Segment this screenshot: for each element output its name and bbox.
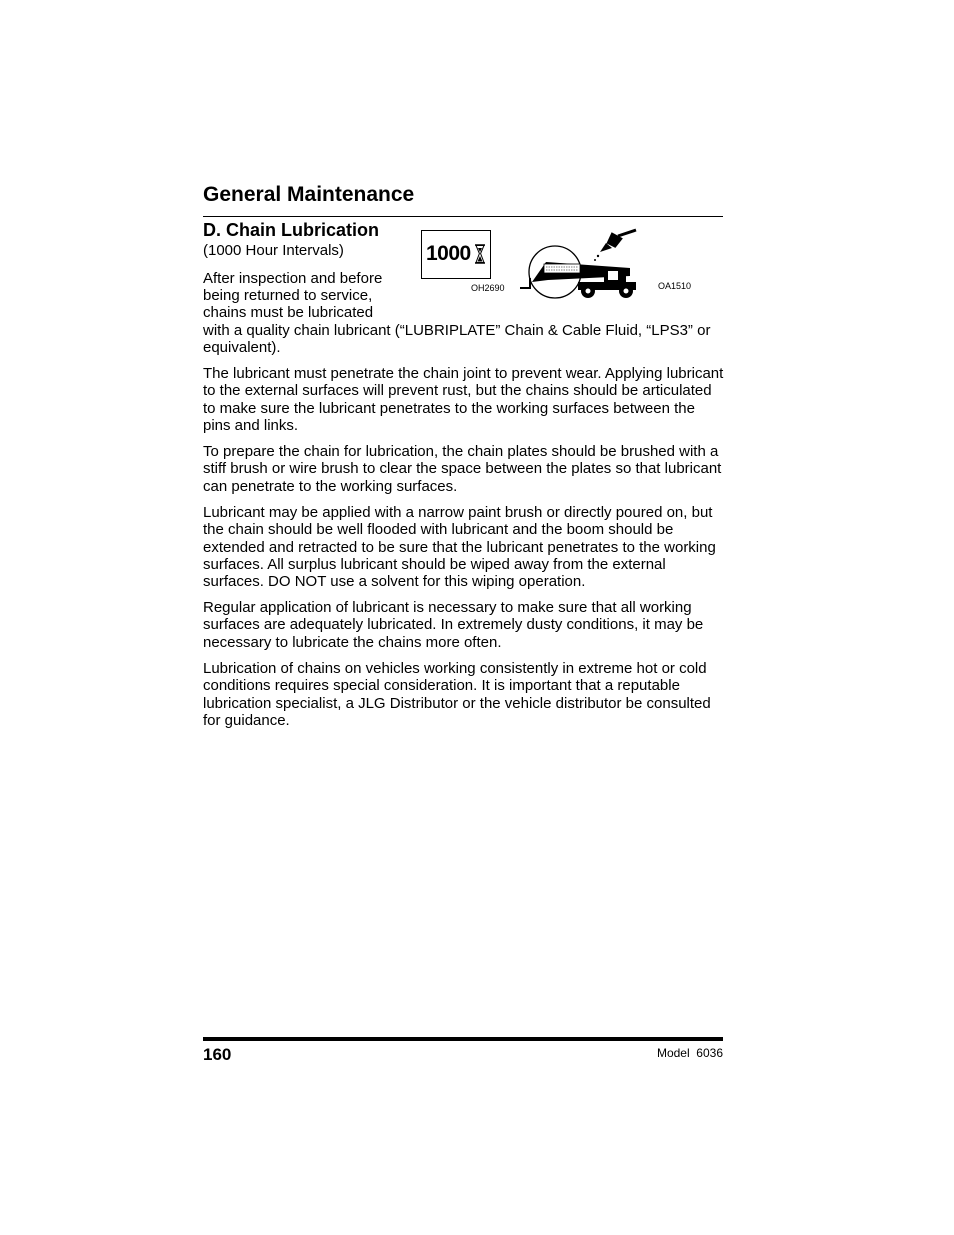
model-label: Model 6036	[656, 1046, 723, 1060]
service-interval: (1000 Hour Intervals)	[203, 242, 344, 259]
paragraph-extreme-conditions: Lubrication of chains on vehicles working consistently in extreme hot or cold conditions requires special consideration. It is important that a reputable lubrication specialist, a JLG Distributor or the vehicle distributor be consulted for guidance.	[203, 660, 711, 729]
intro-line-1: After inspection and before	[203, 270, 383, 287]
page-number: 160	[203, 1045, 232, 1064]
figure-code-right: OA1510	[658, 281, 692, 291]
header-rule	[203, 216, 723, 217]
paragraph-penetration: The lubricant must penetrate the chain joint to prevent wear. Applying lubricant to the external surfaces will prevent rust, but the chains should be articulated to make sure the lubricant penetrates to the working surfaces between the pins and links.	[203, 365, 724, 434]
section-title: General Maintenance	[203, 183, 415, 206]
telehandler-chain-brush-icon	[518, 228, 646, 300]
hour-interval-number: 1000	[426, 242, 471, 265]
subsection-title: D. Chain Lubrication	[203, 220, 380, 240]
paragraph-preparation: To prepare the chain for lubrication, the chain plates should be brushed with a stiff brush or wire brush to clear the space between the plates so that lubricant can penetrate to the working surfaces.	[203, 443, 722, 495]
hourglass-icon	[474, 244, 486, 264]
intro-line-3: chains must be lubricated	[203, 304, 374, 321]
intro-line-2: being returned to service,	[203, 287, 373, 304]
paragraph-regular-application: Regular application of lubricant is necessary to make sure that all working surfaces are adequately lubricated. In extremely dusty conditions, it may be necessary to lubricate the chains more often.	[203, 599, 704, 651]
footer-rule	[203, 1037, 723, 1041]
figure-code-left: OH2690	[471, 283, 505, 293]
hour-interval-box	[421, 230, 491, 279]
intro-paragraph-continuation: with a quality chain lubricant (“LUBRIPLATE” Chain & Cable Fluid, “LPS3” or equivalent).	[203, 322, 711, 357]
paragraph-application: Lubricant may be applied with a narrow paint brush or directly poured on, but the chain should be well flooded with lubricant and the boom should be extended and retracted to be sure that the lubricant penetrates to the working surfaces. All surplus lubricant should be wiped away from the external surfaces. DO NOT use a solvent for this wiping operation.	[203, 504, 716, 591]
